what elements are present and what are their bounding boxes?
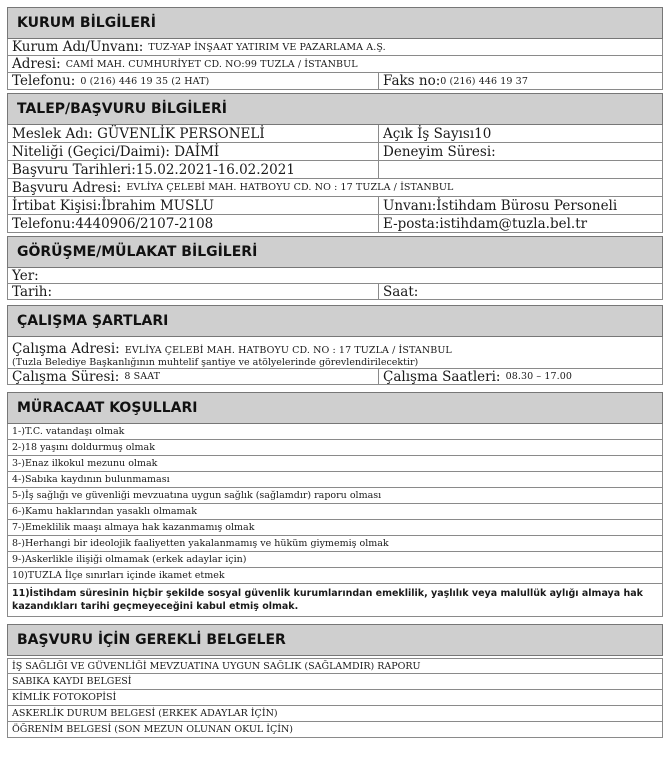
list-item: 8-)Herhangi bir ideolojik faaliyetten yakalanmamış ve hüküm giymemiş olmak: [7, 536, 663, 552]
talep-telefonu: Telefonu:4440906/2107-2108: [12, 215, 214, 232]
deneyim-suresi: Deneyim Süresi:: [378, 143, 662, 160]
gorusme-tarih: Tarih:: [12, 284, 53, 299]
list-item: 3-)Enaz ilkokul mezunu olmak: [7, 456, 663, 472]
list-item-11: 11)İstihdam süresinin hiçbir şekilde sosyal güvenlik kurumlarından emeklilik, yaşlılık veya malullük aylığı almaya hak kazandıkları tarihi geçmeyeceğini kabul etmiş olmak.: [7, 584, 663, 617]
basvuru-adres-label: Başvuru Adresi:: [12, 179, 122, 196]
talep-iletisim-row: [7, 215, 663, 233]
calisma-sure-row: [7, 369, 663, 385]
meslek-adi: Meslek Adı: GÜVENLİK PERSONELİ: [12, 125, 265, 142]
list-item: 6-)Kamu haklarından yasaklı olmamak: [7, 504, 663, 520]
list-item: SABIKA KAYDI BELGESİ: [7, 674, 663, 690]
list-item: KİMLİK FOTOKOPİSİ: [7, 690, 663, 706]
talep-irtibat-row: [7, 197, 663, 215]
calisma-saatleri-label: Çalışma Saatleri:: [383, 369, 501, 384]
job-posting-form: [7, 7, 663, 738]
list-item: 5-)İş sağlığı ve güvenliği mevzuatına uygun sağlık (sağlamdır) raporu olması: [7, 488, 663, 504]
talep-eposta: E-posta:istihdam@tuzla.bel.tr: [378, 215, 662, 232]
calisma-adres-note: (Tuzla Belediye Başkanlığının muhtelif şantiye ve atölyelerinde görevlendirilecektir): [12, 356, 419, 368]
list-item: İŞ SAĞLIĞI VE GÜVENLİĞİ MEVZUATINA UYGUN SAĞLIK (SAĞLAMDIR) RAPORU: [7, 658, 663, 674]
section-header-talep: TALEP/BAŞVURU BİLGİLERİ: [7, 93, 663, 125]
calisma-suresi-value: 8 SAAT: [124, 371, 161, 382]
calisma-adres-value: EVLİYA ÇELEBİ MAH. HATBOYU CD. NO : 17 TUZLA / İSTANBUL: [124, 344, 452, 356]
gorusme-yer-row: [7, 268, 663, 284]
kurum-adi-label: Kurum Adı/Unvanı:: [12, 39, 144, 55]
gorusme-yer: Yer:: [12, 268, 39, 283]
basvuru-tarihleri: Başvuru Tarihleri:15.02.2021-16.02.2021: [12, 161, 295, 178]
kurum-adres-label: Adresi:: [12, 56, 61, 72]
talep-adres-row: [7, 179, 663, 197]
kurum-telefon-row: [7, 73, 663, 90]
calisma-saatleri-value: 08.30 – 17.00: [505, 371, 573, 382]
list-item: 1-)T.C. vatandaşı olmak: [7, 424, 663, 440]
list-item: ASKERLİK DURUM BELGESİ (ERKEK ADAYLAR İÇİN): [7, 706, 663, 722]
muracaat-list: [7, 424, 663, 617]
irtibat-kisisi: İrtibat Kişisi:İbrahim MUSLU: [12, 197, 215, 214]
list-item: 10)TUZLA İlçe sınırları içinde ikamet etmek: [7, 568, 663, 584]
belgeler-list: [7, 658, 663, 738]
gorusme-saat: Saat:: [378, 284, 662, 299]
kurum-faks-label: Faks no:: [383, 73, 441, 89]
unvani: Unvanı:İstihdam Bürosu Personeli: [378, 197, 662, 214]
kurum-adres-row: [7, 56, 663, 73]
calisma-adres-label: Çalışma Adresi:: [12, 340, 120, 357]
kurum-adres-value: CAMİ MAH. CUMHURİYET CD. NO:99 TUZLA / İSTANBUL: [65, 58, 358, 70]
gorusme-tarih-row: [7, 284, 663, 300]
kurum-telefon-label: Telefonu:: [12, 73, 76, 89]
section-header-calisma: ÇALIŞMA ŞARTLARI: [7, 305, 663, 337]
talep-nitelik-row: [7, 143, 663, 161]
list-item: 2-)18 yaşını doldurmuş olmak: [7, 440, 663, 456]
acik-is-sayisi: Açık İş Sayısı10: [378, 125, 662, 142]
section-header-muracaat: MÜRACAAT KOŞULLARI: [7, 392, 663, 424]
list-item: ÖĞRENİM BELGESİ (SON MEZUN OLUNAN OKUL İÇİN): [7, 722, 663, 738]
list-item: 4-)Sabıka kaydının bulunmaması: [7, 472, 663, 488]
calisma-suresi-label: Çalışma Süresi:: [12, 369, 120, 384]
talep-tarih-row: [7, 161, 663, 179]
kurum-adi-row: [7, 39, 663, 56]
kurum-faks-value: 0 (216) 446 19 37: [440, 75, 528, 87]
niteligi: Niteliği (Geçici/Daimi): DAİMİ: [12, 143, 220, 160]
kurum-adi-value: TUZ-YAP İNŞAAT YATIRIM VE PAZARLAMA A.Ş.: [148, 41, 386, 53]
talep-meslek-row: [7, 125, 663, 143]
list-item: 7-)Emeklilik maaşı almaya hak kazanmamış olmak: [7, 520, 663, 536]
basvuru-adres-value: EVLİYA ÇELEBİ MAH. HATBOYU CD. NO : 17 TUZLA / İSTANBUL: [126, 182, 454, 193]
list-item: 9-)Askerlikle ilişiği olmamak (erkek adaylar için): [7, 552, 663, 568]
section-header-belgeler: BAŞVURU İÇİN GEREKLİ BELGELER: [7, 624, 663, 656]
section-header-gorusme: GÖRÜŞME/MÜLAKAT BİLGİLERİ: [7, 236, 663, 268]
section-header-kurum: KURUM BİLGİLERİ: [7, 7, 663, 39]
kurum-telefon-value: 0 (216) 446 19 35 (2 HAT): [80, 75, 210, 87]
calisma-adres-row: [7, 337, 663, 369]
